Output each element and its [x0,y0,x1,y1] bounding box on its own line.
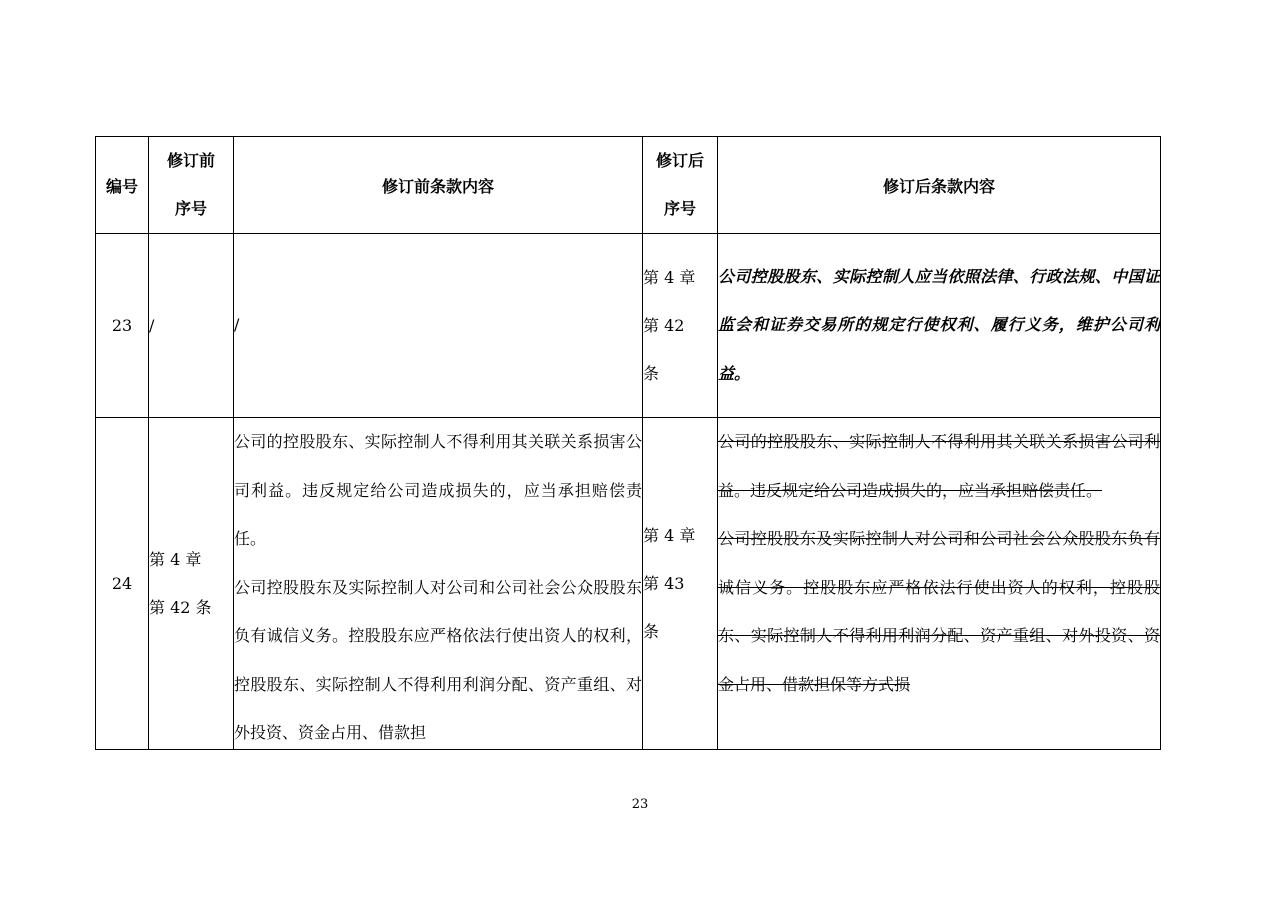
header-new-seq [643,137,718,234]
header-old-seq-line1: 修订前 [166,151,215,170]
row-new-seq [643,234,718,418]
row-new-content-deleted [718,418,1161,750]
table-row [96,418,1161,750]
row-new-seq-line1: 第 4 章 [643,525,696,545]
old-content-paragraph: 公司的控股股东、实际控制人不得利用其关联关系损害公司利益。违反规定给公司造成损失的，应当承担赔偿责任。 [234,432,642,548]
amendment-table [95,136,1161,750]
row-new-seq-line1: 第 4 章 [643,267,696,287]
row-new-seq [643,418,718,750]
table-row [96,234,1161,418]
header-new-seq-line1: 修订后 [655,151,704,170]
deleted-paragraph: 公司的控股股东、实际控制人不得利用其关联关系损害公司利益。违反规定给公司造成损失的，应当承担赔偿责任。 [718,432,1160,500]
row-new-seq-line2: 第 42 [643,315,685,335]
header-old-seq-line2: 序号 [174,199,207,218]
header-old-content: 修订前条款内容 [234,137,643,234]
header-new-seq-line2: 序号 [663,199,696,218]
row-old-seq [149,418,234,750]
header-num: 编号 [96,137,149,234]
page-number: 23 [631,797,649,812]
row-num: 23 [96,234,149,418]
row-new-content-added: 公司控股股东、实际控制人应当依照法律、行政法规、中国证监会和证券交易所的规定行使权利、履行义务，维护公司利益。 [718,234,1161,418]
header-old-seq [149,137,234,234]
table-header-row [96,137,1161,234]
row-old-seq-line2: 第 42 条 [149,597,212,617]
row-new-seq-line3: 条 [643,363,660,383]
row-new-seq-line2: 第 43 [643,573,685,593]
row-new-seq-line3: 条 [643,621,660,641]
row-old-content [234,418,643,750]
old-content-paragraph: 公司控股股东及实际控制人对公司和公司社会公众股股东负有诚信义务。控股股东应严格依法行使出资人的权利，控股股东、实际控制人不得利用利润分配、资产重组、对外投资、资金占用、借款担 [234,577,642,742]
row-old-seq: / [149,234,234,418]
row-old-seq-line1: 第 4 章 [149,549,202,569]
header-new-content: 修订后条款内容 [718,137,1161,234]
row-num: 24 [96,418,149,750]
deleted-paragraph: 公司控股股东及实际控制人对公司和公司社会公众股股东负有诚信义务。控股股东应严格依法行使出资人的权利，控股股东、实际控制人不得利用利润分配、资产重组、对外投资、资金占用、借款担保等方式损 [718,529,1160,694]
row-old-content: / [234,234,643,418]
